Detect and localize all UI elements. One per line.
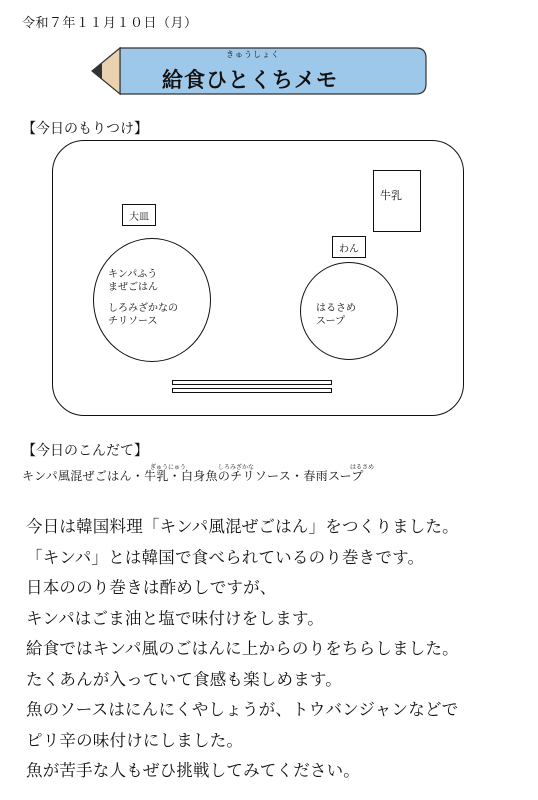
menu-ruby: はるさめ — [350, 464, 375, 471]
memo-line: 給食ではキンパ風のごはんに上からのりをちらしました。 — [26, 639, 459, 658]
menu-line: キンパ風混ぜごはん・牛乳・白身魚のチリソース・春雨スープ — [22, 469, 364, 483]
bowl-item: はるさめ スープ — [316, 303, 356, 327]
memo-line: キンパはごま油と塩で味付けをします。 — [26, 608, 324, 628]
chopstick-icon — [172, 380, 332, 385]
memo-line: たくあんが入っていて食感も楽しめます。 — [26, 669, 342, 689]
memo-line: 魚のソースはにんにくやしょうが、トウバンジャンなどで — [26, 700, 459, 719]
memo-line: 魚が苦手な人もぜひ挑戦してみてください。 — [26, 761, 360, 780]
memo-line: 日本ののり巻きは酢めしですが、 — [26, 578, 277, 597]
milk-box: 牛乳 — [373, 170, 421, 232]
memo-line: ピリ辛の味付けにしました。 — [26, 730, 244, 750]
memo-line: 今日は韓国料理「キンパ風混ぜごはん」をつくりました。 — [26, 517, 459, 536]
date-line: 令和７年１１月１０日（月） — [22, 16, 198, 31]
plate-item-2: しろみざかなの チリソース — [108, 303, 178, 327]
memo-body — [26, 512, 526, 787]
plate-item-1: キンパふう まぜごはん — [108, 269, 158, 293]
banner-ruby: きゅうしょく — [226, 50, 280, 59]
large-plate — [93, 238, 211, 362]
banner-title: 給食ひとくちメモ — [162, 68, 338, 92]
plate-label: 大皿 — [122, 204, 156, 226]
menu-ruby: ぎゅうにゅう — [150, 464, 186, 471]
memo-line: 「キンパ」とは韓国で食べられているのり巻きです。 — [26, 547, 425, 567]
chopstick-icon — [172, 388, 332, 393]
tray-heading: 【今日のもりつけ】 — [22, 121, 148, 137]
menu-heading: 【今日のこんだて】 — [22, 443, 148, 459]
bowl-label: わん — [332, 236, 366, 258]
menu-ruby: しろみざかな — [218, 464, 255, 471]
